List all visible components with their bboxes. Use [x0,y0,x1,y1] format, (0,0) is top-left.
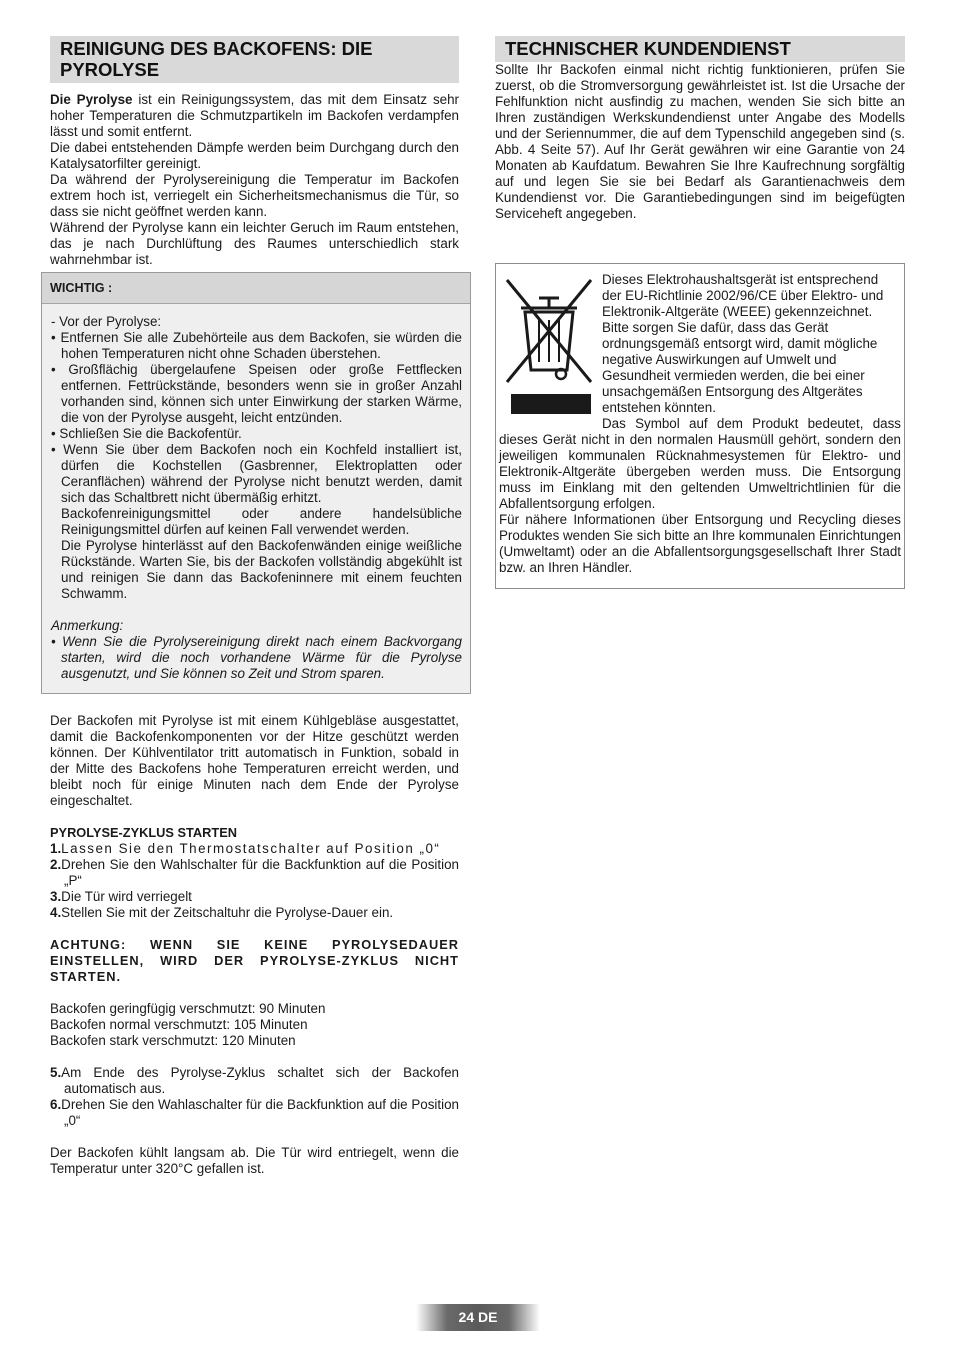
right-column-service [495,36,905,222]
step-text: Drehen Sie den Wahlaschalter für die Backfunktion auf die Position „0“ [61,1097,459,1128]
intro-paragraph [50,92,459,140]
before-pyrolysis-label: - Vor der Pyrolyse: [51,314,162,329]
duration-line: Backofen normal verschmutzt: 105 Minuten [50,1017,308,1032]
left-column-intro [50,36,459,268]
duration-line: Backofen stark verschmutzt: 120 Minuten [50,1033,296,1048]
step-text: Am Ende des Pyrolyse-Zyklus schaltet sich der Backofen automatisch aus. [61,1065,459,1096]
note-text: • Wenn Sie die Pyrolysereinigung direkt nach einem Backvorgang starten, wird die noch vorhandene Wärme für die Pyrolyse ausgenutzt, und Sie können so Zeit und Strom sparen. [51,634,462,681]
important-heading: WICHTIG : [42,273,470,304]
duration-line: Backofen geringfügig verschmutzt: 90 Minuten [50,1001,326,1016]
step-item [50,857,459,889]
step-item [50,1097,459,1129]
section-title-service: TECHNISCHER KUNDENDIENST [495,36,905,62]
fan-paragraph: Der Backofen mit Pyrolyse ist mit einem Kühlgebläse ausgestattet, damit die Backofenkomponenten vor der Hitze geschützt werden können. Der Kühlventilator tritt automatisch in Funktion, sobald in der Mitte des Backofens hohe Temperaturen erreicht werden, und bleibt noch für einige Minuten nach dem Ende der Pyrolyse eingeschaltet. [50,713,459,808]
step-number: 2. [50,857,62,872]
residue-note: Die Pyrolyse hinterlässt auf den Backofenwänden einige weißliche Rückstände. Warten Sie, bis der Backofen vollständig abgekühlt ist und reinigen Sie dann das Backofeninnere mit einem feuchten Schwamm. [61,538,462,601]
bullet-item: • Entfernen Sie alle Zubehörteile aus dem Backofen, sie würden die hohen Temperaturen nicht ohne Schaden überstehen. [51,330,462,361]
step-number: 3. [50,889,62,904]
step-number: 6. [50,1097,62,1112]
weee-intro: Dieses Elektrohaushaltsgerät ist entsprechend der EU-Richtlinie 2002/96/CE über Elektro- und Elektronik-Altgeräte (WEEE) gekennzeichnet. Bitte sorgen Sie dafür, dass das Gerät ordnungsgemäß entsorgt wird, damit mögliche negative Auswirkungen auf Umwelt und Gesundheit vermieden werden, die bei einer unsachgemäßen Entsorgung des Altgerätes entstehen könnten. [602,272,884,415]
bullet-item: • Großflächig übergelaufene Speisen oder große Fettflecken entfernen. Fettrückstände, besonders wenn sie in großer Anzahl vorhanden sind, können sich unter Einwirkung der starken Wärme, die von der Pyrolyse ausgeht, leicht entzünden. [51,362,462,425]
step-item [50,841,459,857]
weee-more-info: Für nähere Informationen über Entsorgung und Recycling dieses Produktes wenden Sie sich bitte an Ihre kommunalen Einrichtungen (Umweltamt) oder an die Abfallentsorgungsgesellschaft Ihrer Stadt bzw. an Ihren Händler. [499,512,901,575]
note-label: Anmerkung: [51,618,124,633]
page-number: 24 DE [416,1304,540,1331]
step-item [50,905,459,921]
step-text: Die Tür wird verriegelt [61,889,192,904]
lock-paragraph: Da während der Pyrolysereinigung die Temperatur im Backofen extrem hoch ist, verriegelt ein Sicherheitsmechanismus die Tür, so dass sie nicht geöffnet werden kann. [50,172,459,219]
warning-text: ACHTUNG: WENN SIE KEINE PYROLYSEDAUER EINSTELLEN, WIRD DER PYROLYSE-ZYKLUS NICHT STARTEN. [50,937,459,984]
bullet-item: • Wenn Sie über dem Backofen noch ein Kochfeld installiert ist, dürfen die Kochstellen (Gasbrenner, Elektroplatten oder Ceranflächen) während der Pyrolyse nicht benutzt werden, damit sich das Schaltbrett nicht übermäßig erhitzt. [51,442,462,505]
section-title-pyrolysis: REINIGUNG DES BACKOFENS: DIE PYROLYSE [50,36,459,83]
step-text: Drehen Sie den Wahlschalter für die Backfunktion auf die Position „P“ [61,857,459,888]
step-item [50,1065,459,1097]
service-paragraph: Sollte Ihr Backofen einmal nicht richtig funktionieren, prüfen Sie zuerst, ob die Stromversorgung gewährleistet ist. Ist die Ursache der Fehlfunktion nicht ausfindig zu machen, wenden Sie sich bitte an Ihren zuständigen Werkskundendienst unter Angabe des Modells und der Seriennummer, die auf dem Typenschild angegeben sind (s. Abb. 4 Seite 57). Auf Ihr Gerät gewähren wir eine Garantie von 24 Monaten ab Kaufdatum. Bewahren Sie Ihre Kaufrechnung sorgfältig auf und legen Sie sie bei Bedarf als Garantienachweis dem Kundendienst vor. Die Garantiebedingungen sind im beigefügten Serviceheft angegeben. [495,62,905,221]
step-item [50,889,459,905]
step-number: 1. [50,841,62,856]
step-text: Lassen Sie den Thermostatschalter auf Position „0“ [61,841,441,856]
cleaner-warning: Backofenreinigungsmittel oder andere handelsübliche Reinigungsmittel dürfen auf keinen Fall verwendet werden. [61,506,462,537]
step-number: 5. [50,1065,62,1080]
intro-bold: Die Pyrolyse [50,92,133,107]
step-text: Stellen Sie mit der Zeitschaltuhr die Pyrolyse-Dauer ein. [61,905,394,920]
cycle-heading: PYROLYSE-ZYKLUS STARTEN [50,825,237,840]
bullet-item: • Schließen Sie die Backofentür. [51,426,242,441]
left-column-lower [50,713,459,1177]
vapor-paragraph: Die dabei entstehenden Dämpfe werden beim Durchgang durch den Katalysatorfilter gereinigt. [50,140,459,171]
intro-text: ist ein Reinigungssystem, das mit dem Einsatz sehr hoher Temperaturen die Schmutzpartikeln im Backofen verdampfen lässt und somit entfernt. [50,92,460,139]
important-box [41,272,471,694]
crossed-out-wheelie-bin-icon [499,272,599,418]
step-number: 4. [50,905,62,920]
odor-paragraph: Während der Pyrolyse kann ein leichter Geruch im Raum entstehen, das je nach Durchlüftung des Raumes unterschiedlich stark wahrnehmbar ist. [50,220,459,267]
cooldown-paragraph: Der Backofen kühlt langsam ab. Die Tür wird entriegelt, wenn die Temperatur unter 320°C gefallen ist. [50,1145,459,1176]
weee-box [495,263,905,589]
weee-symbol-meaning: Das Symbol auf dem Produkt bedeutet, dass dieses Gerät nicht in den normalen Hausmüll gehört, sondern den jeweiligen kommunalen Rücknahmesystemen für Elektro- und Elektronik-Altgeräte übergeben werden muss. Die Entsorgung muss im Einklang mit den geltenden Umweltrichtlinien für die Abfallentsorgung erfolgen. [499,416,901,511]
